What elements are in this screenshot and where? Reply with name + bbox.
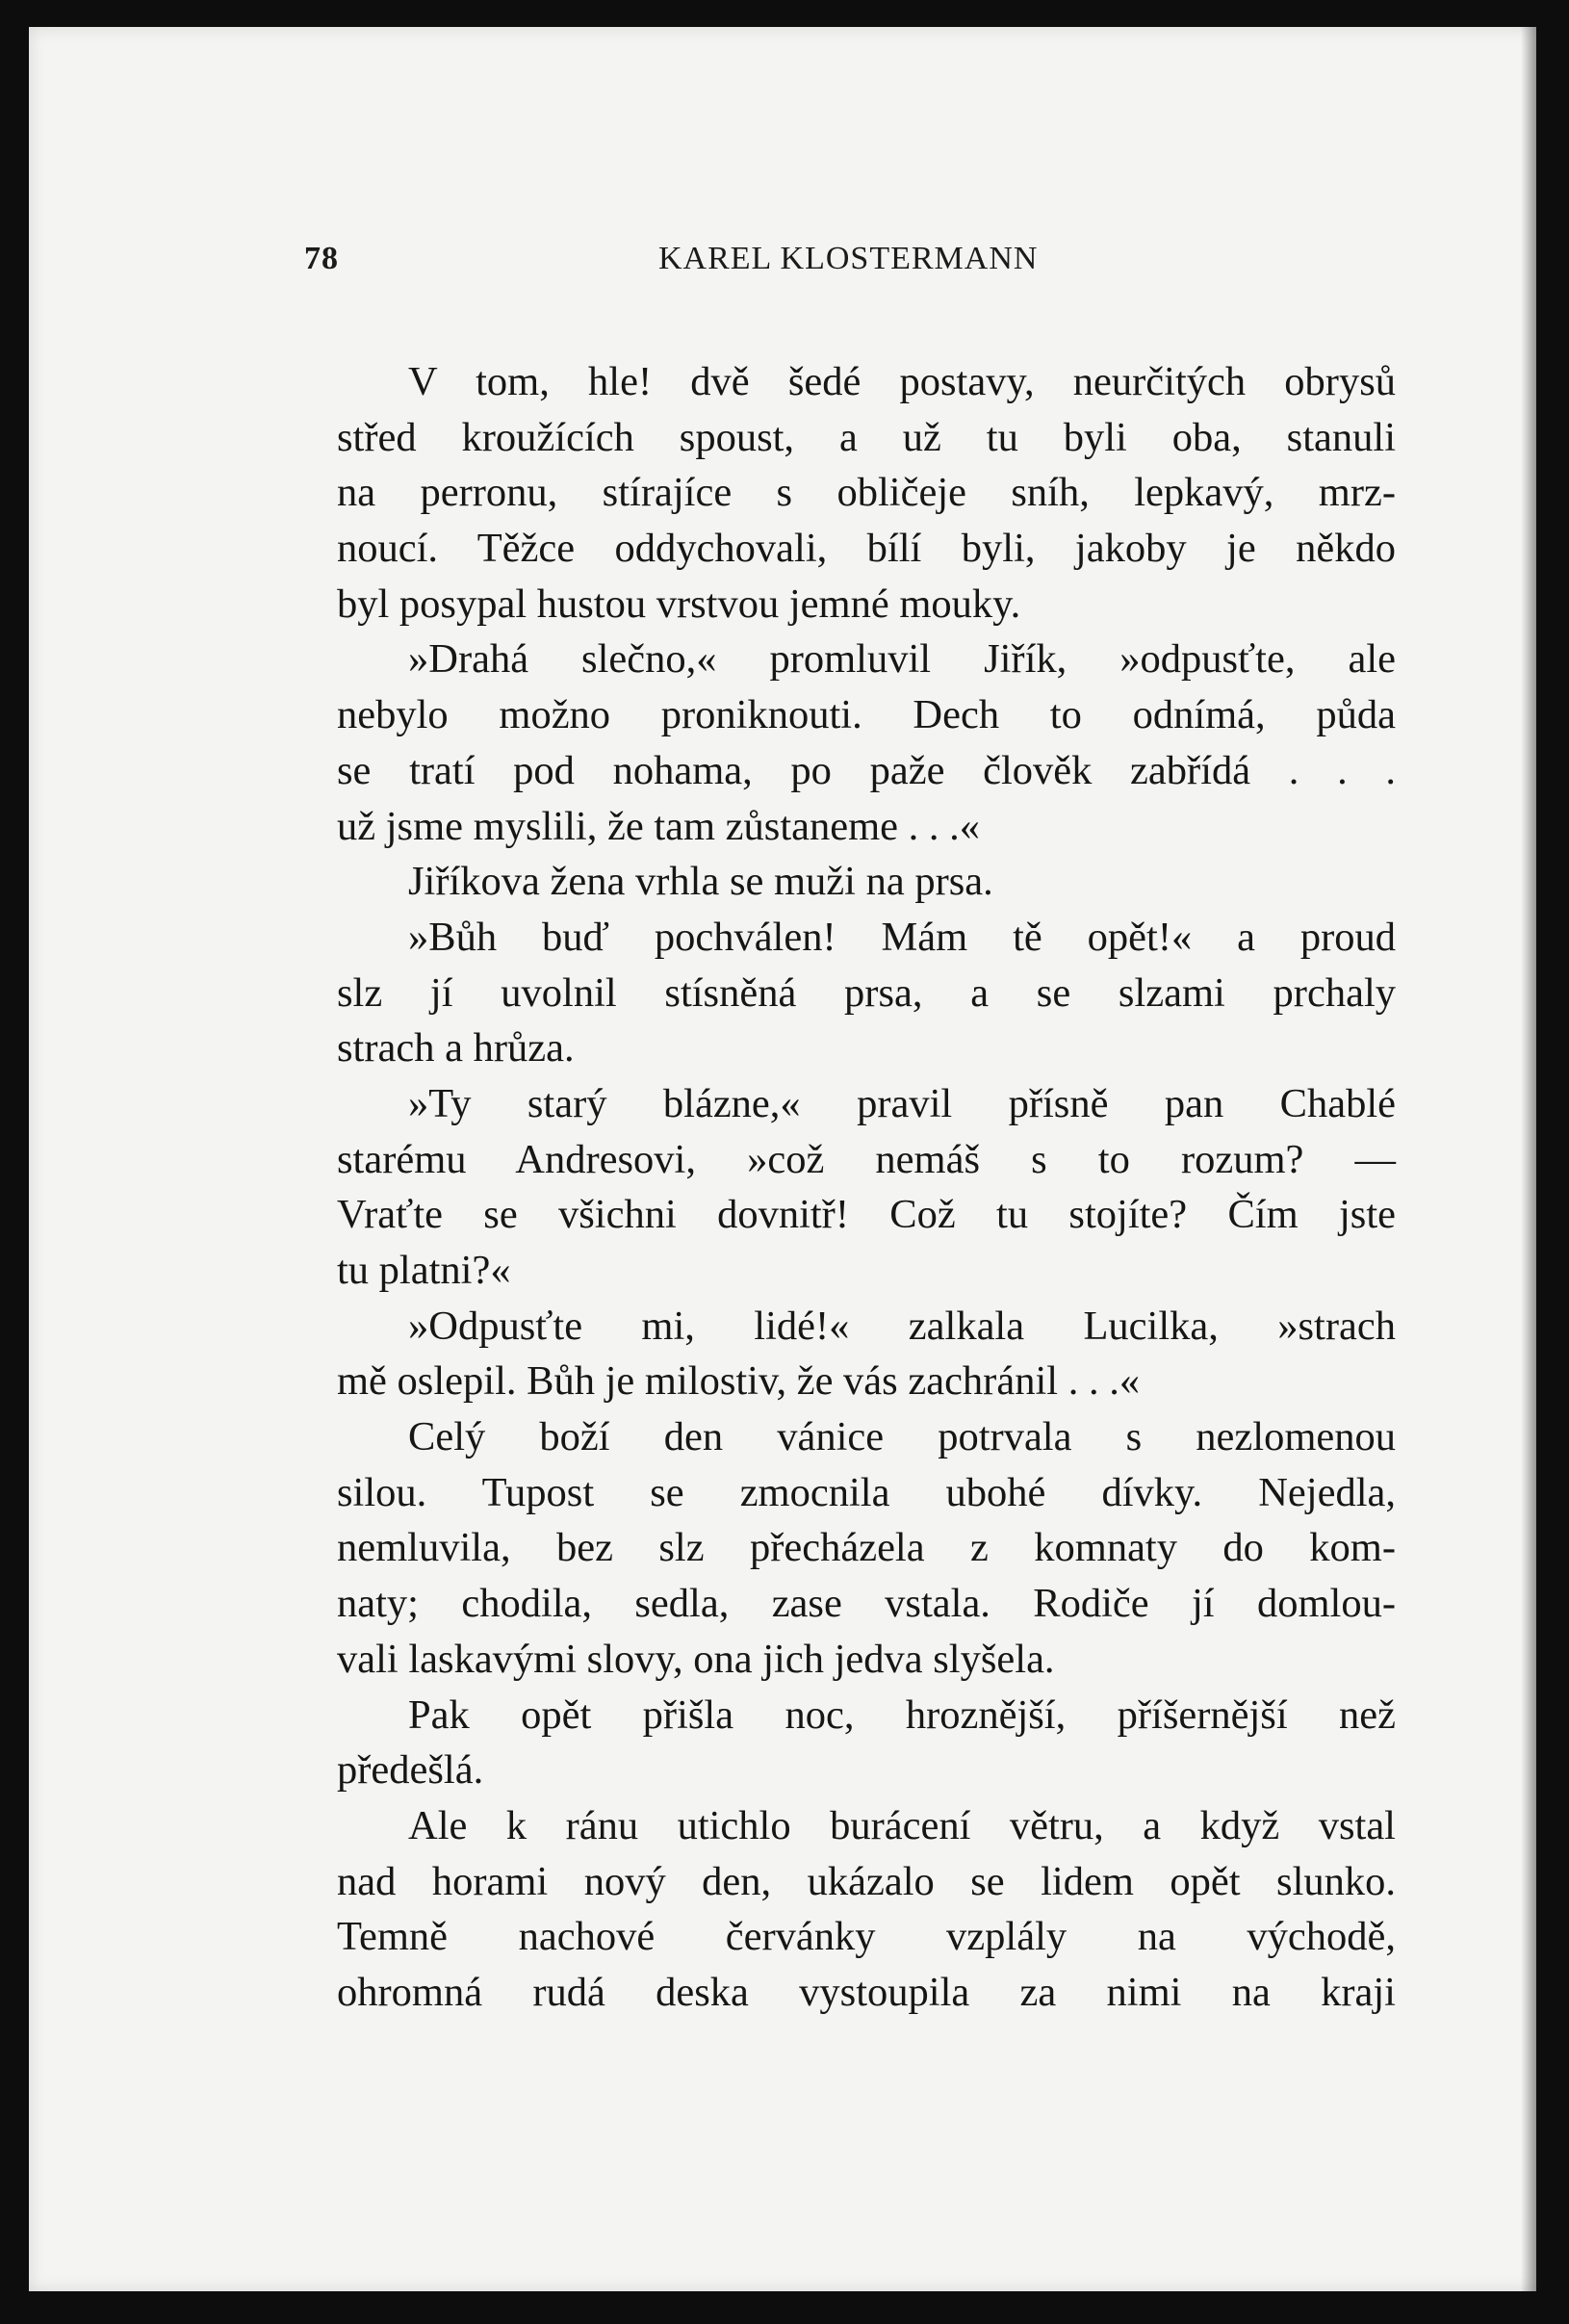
book-page [29,27,1536,2291]
body-text [337,354,1396,2021]
text-line: byl posypal hustou vrstvou jemné mouky. [337,581,1021,627]
text-line: Vraťte se všichni dovnitř! Což tu stojíte? Čím jste [337,1192,1396,1238]
text-line: »Odpusťte mi, lidé!« zalkala Lucilka, »strach [408,1303,1396,1349]
text-line: Jiříkova žena vrhla se muži na prsa. [408,859,993,905]
text-line: se tratí pod nohama, po paže člověk zabřídá . . . [337,747,1396,793]
text-line: strach a hrůza. [337,1025,575,1072]
text-line: mě oslepil. Bůh je milostiv, že vás zachránil . . .« [337,1358,1141,1405]
text-line: vali laskavými slovy, ona jich jedva slyšela. [337,1636,1055,1682]
text-line: Pak opět přišla noc, hroznější, příšernější než [408,1691,1396,1738]
text-line: Celý boží den vánice potrvala s nezlomenou [408,1414,1396,1460]
text-line: na perronu, stírajíce s obličeje sníh, lepkavý, mrz- [337,470,1396,516]
text-line: silou. Tupost se zmocnila ubohé dívky. Nejedla, [337,1469,1396,1515]
text-line: nemluvila, bez slz přecházela z komnaty do kom- [337,1525,1396,1571]
text-line: »Drahá slečno,« promluvil Jiřík, »odpusťte, ale [408,636,1396,683]
text-line: slz jí uvolnil stísněná prsa, a se slzami prchaly [337,969,1396,1016]
text-line: »Bůh buď pochválen! Mám tě opět!« a proud [408,914,1396,960]
text-line: »Ty starý blázne,« pravil přísně pan Chablé [408,1080,1396,1126]
text-line: Ale k ránu utichlo burácení větru, a když vstal [408,1802,1396,1848]
text-line: V tom, hle! dvě šedé postavy, neurčitých obrysů [408,359,1396,404]
page-number: 78 [304,241,339,276]
text-line: ohromná rudá deska vystoupila za nimi na kraji [337,1969,1396,2015]
page-edge-shadow [1521,27,1536,2291]
text-line: starému Andresovi, »což nemáš s to rozum? — [337,1136,1396,1182]
text-line: nad horami nový den, ukázalo se lidem opět slunko. [337,1858,1396,1904]
text-line: noucí. Těžce oddychovali, bílí byli, jakoby je někdo [337,526,1396,572]
text-line: Temně nachové červánky vzplály na východě, [337,1914,1396,1960]
text-line: předešlá. [337,1747,484,1794]
text-line: už jsme myslili, že tam zůstaneme . . .« [337,803,981,849]
text-line: tu platni?« [337,1248,511,1293]
text-line: střed kroužících spoust, a už tu byli oba, stanuli [337,414,1396,460]
running-head [304,241,1065,289]
text-line: nebylo možno proniknouti. Dech to odnímá, půda [337,692,1396,738]
running-title: KAREL KLOSTERMANN [658,241,1039,276]
text-line: naty; chodila, sedla, zase vstala. Rodiče jí domlou- [337,1581,1396,1627]
